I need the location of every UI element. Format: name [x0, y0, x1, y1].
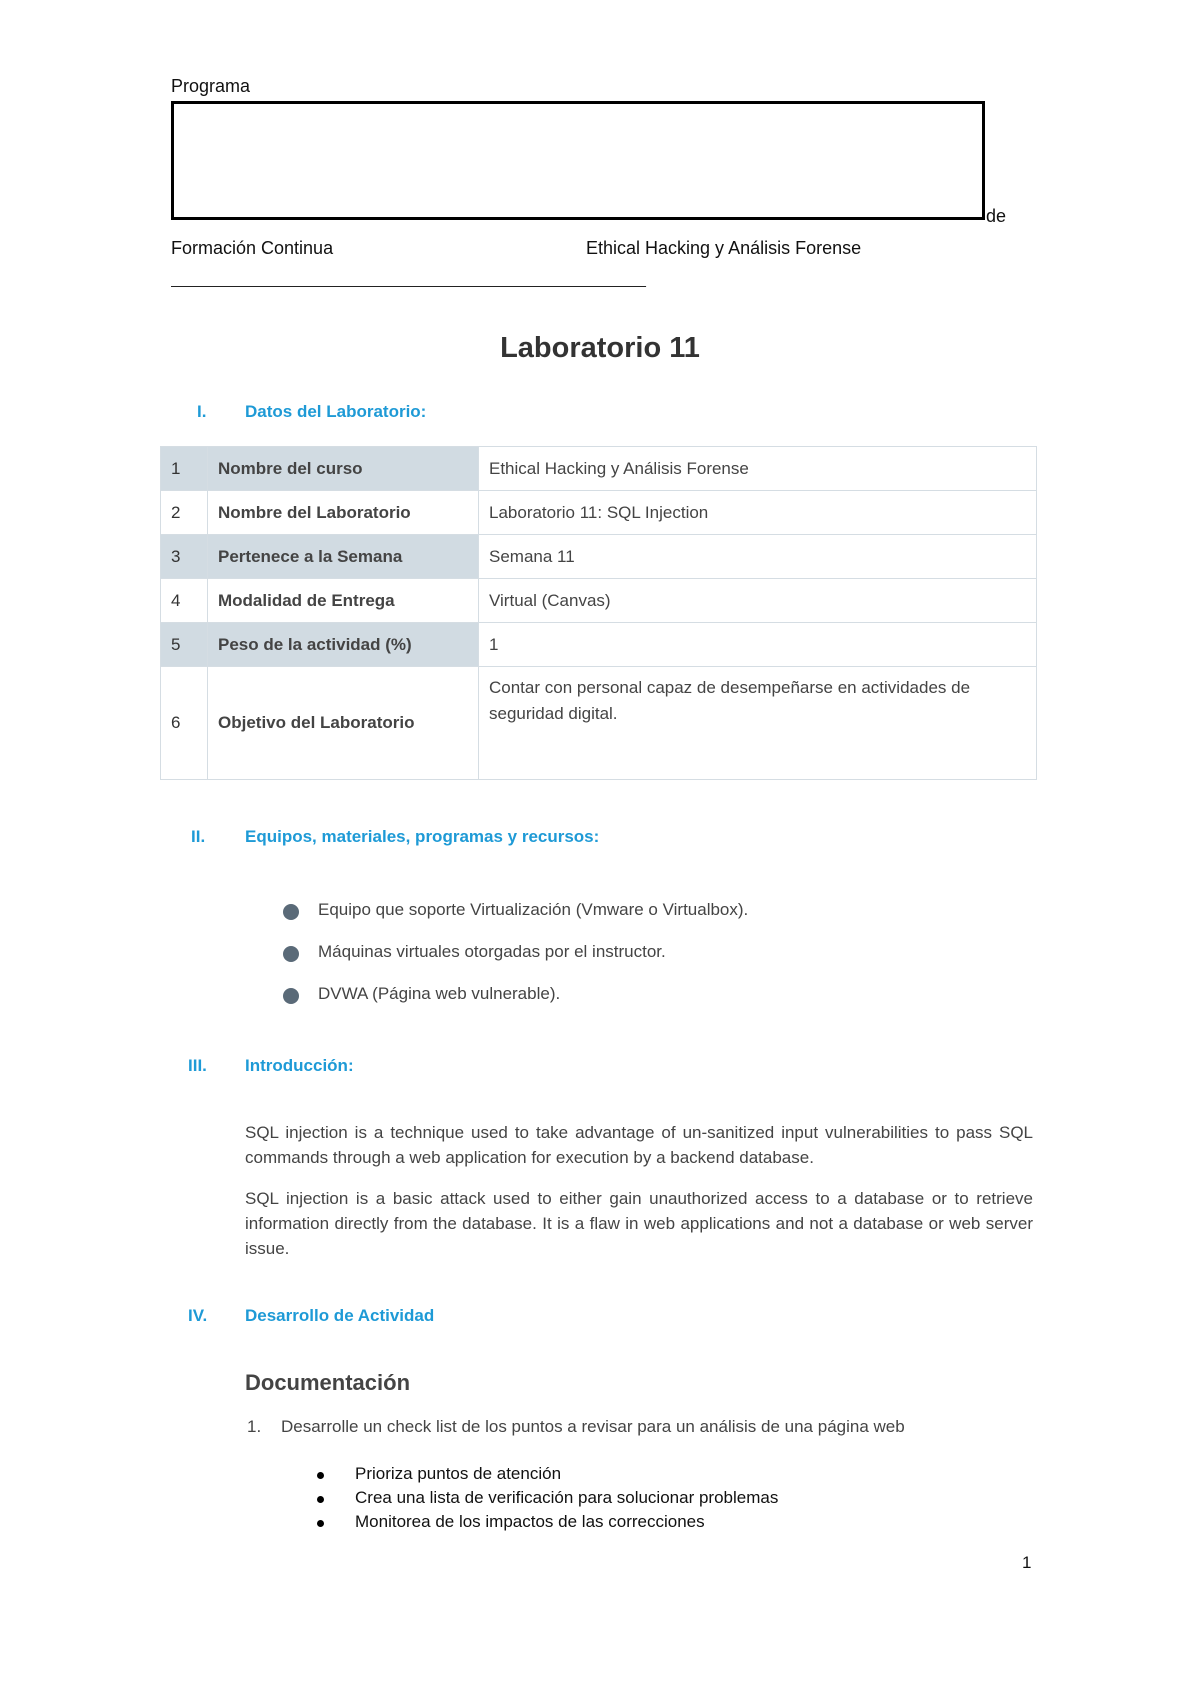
program-label: Programa [171, 76, 251, 96]
row-label: Modalidad de Entrega [208, 579, 479, 623]
de-label: de [986, 206, 1007, 226]
section-3-heading: Introducción: [245, 1056, 354, 1075]
bullet-dot-icon [283, 946, 299, 962]
row-label: Nombre del Laboratorio [208, 491, 479, 535]
table-row [161, 491, 1037, 535]
intro-paragraph: SQL injection is a basic attack used to either gain unauthorized access to a database or to retrieve information directly from the database. It is a flaw in web applications and not a database or web server issue. [245, 1189, 1033, 1258]
header-course-label: Ethical Hacking y Análisis Forense [586, 238, 862, 258]
section-2-number: II. [191, 827, 206, 846]
row-number: 2 [161, 491, 208, 535]
row-number: 5 [161, 623, 208, 667]
section-4-number: IV. [188, 1306, 208, 1325]
header-divider: ____________________________________________________________ [171, 271, 645, 288]
bullet-dot-icon [283, 988, 299, 1004]
row-label: Nombre del curso [208, 447, 479, 491]
section-2-heading: Equipos, materiales, programas y recursos: [245, 827, 600, 846]
row-number: 6 [161, 667, 208, 780]
bullet-icon [317, 1472, 324, 1479]
documentation-title: Documentación [245, 1370, 411, 1395]
row-number: 3 [161, 535, 208, 579]
resource-item: Máquinas virtuales otorgadas por el instructor. [318, 942, 666, 961]
lab-data-table [160, 446, 1037, 780]
program-logo-box [171, 101, 985, 220]
row-label: Pertenece a la Semana [208, 535, 479, 579]
row-value: Ethical Hacking y Análisis Forense [479, 447, 1037, 491]
resource-item: Equipo que soporte Virtualización (Vmware o Virtualbox). [318, 900, 749, 919]
page-title: Laboratorio 11 [500, 332, 700, 364]
table-row [161, 579, 1037, 623]
section-1-number: I. [197, 402, 207, 421]
page-number: 1 [1022, 1553, 1032, 1572]
bullet-icon [317, 1520, 324, 1527]
table-row [161, 535, 1037, 579]
resource-item: DVWA (Página web vulnerable). [318, 984, 561, 1003]
bullet-icon [317, 1496, 324, 1503]
row-value: Contar con personal capaz de desempeñarse en actividades de seguridad digital. [479, 667, 1037, 780]
row-value: Laboratorio 11: SQL Injection [479, 491, 1037, 535]
row-value: Virtual (Canvas) [479, 579, 1037, 623]
checklist-item: Prioriza puntos de atención [355, 1464, 562, 1483]
doc-item-text: Desarrolle un check list de los puntos a revisar para un análisis de una página web [281, 1417, 905, 1436]
table-row [161, 667, 1037, 780]
intro-paragraph: SQL injection is a technique used to take advantage of un-sanitized input vulnerabilities to pass SQL commands through a web application for execution by a backend database. [245, 1123, 1033, 1167]
checklist-item: Monitorea de los impactos de las correcciones [355, 1512, 705, 1531]
row-value: Semana 11 [479, 535, 1037, 579]
checklist-item: Crea una lista de verificación para solucionar problemas [355, 1488, 779, 1507]
bullet-dot-icon [283, 904, 299, 920]
row-value: 1 [479, 623, 1037, 667]
row-label: Peso de la actividad (%) [208, 623, 479, 667]
row-label: Objetivo del Laboratorio [208, 667, 479, 780]
section-3-number: III. [188, 1056, 207, 1075]
table-row [161, 623, 1037, 667]
table-row [161, 447, 1037, 491]
section-1-heading: Datos del Laboratorio: [245, 402, 427, 421]
row-number: 4 [161, 579, 208, 623]
doc-item-number: 1. [247, 1417, 262, 1436]
header-left-label: Formación Continua [171, 238, 334, 258]
section-4-heading: Desarrollo de Actividad [245, 1306, 435, 1325]
row-number: 1 [161, 447, 208, 491]
